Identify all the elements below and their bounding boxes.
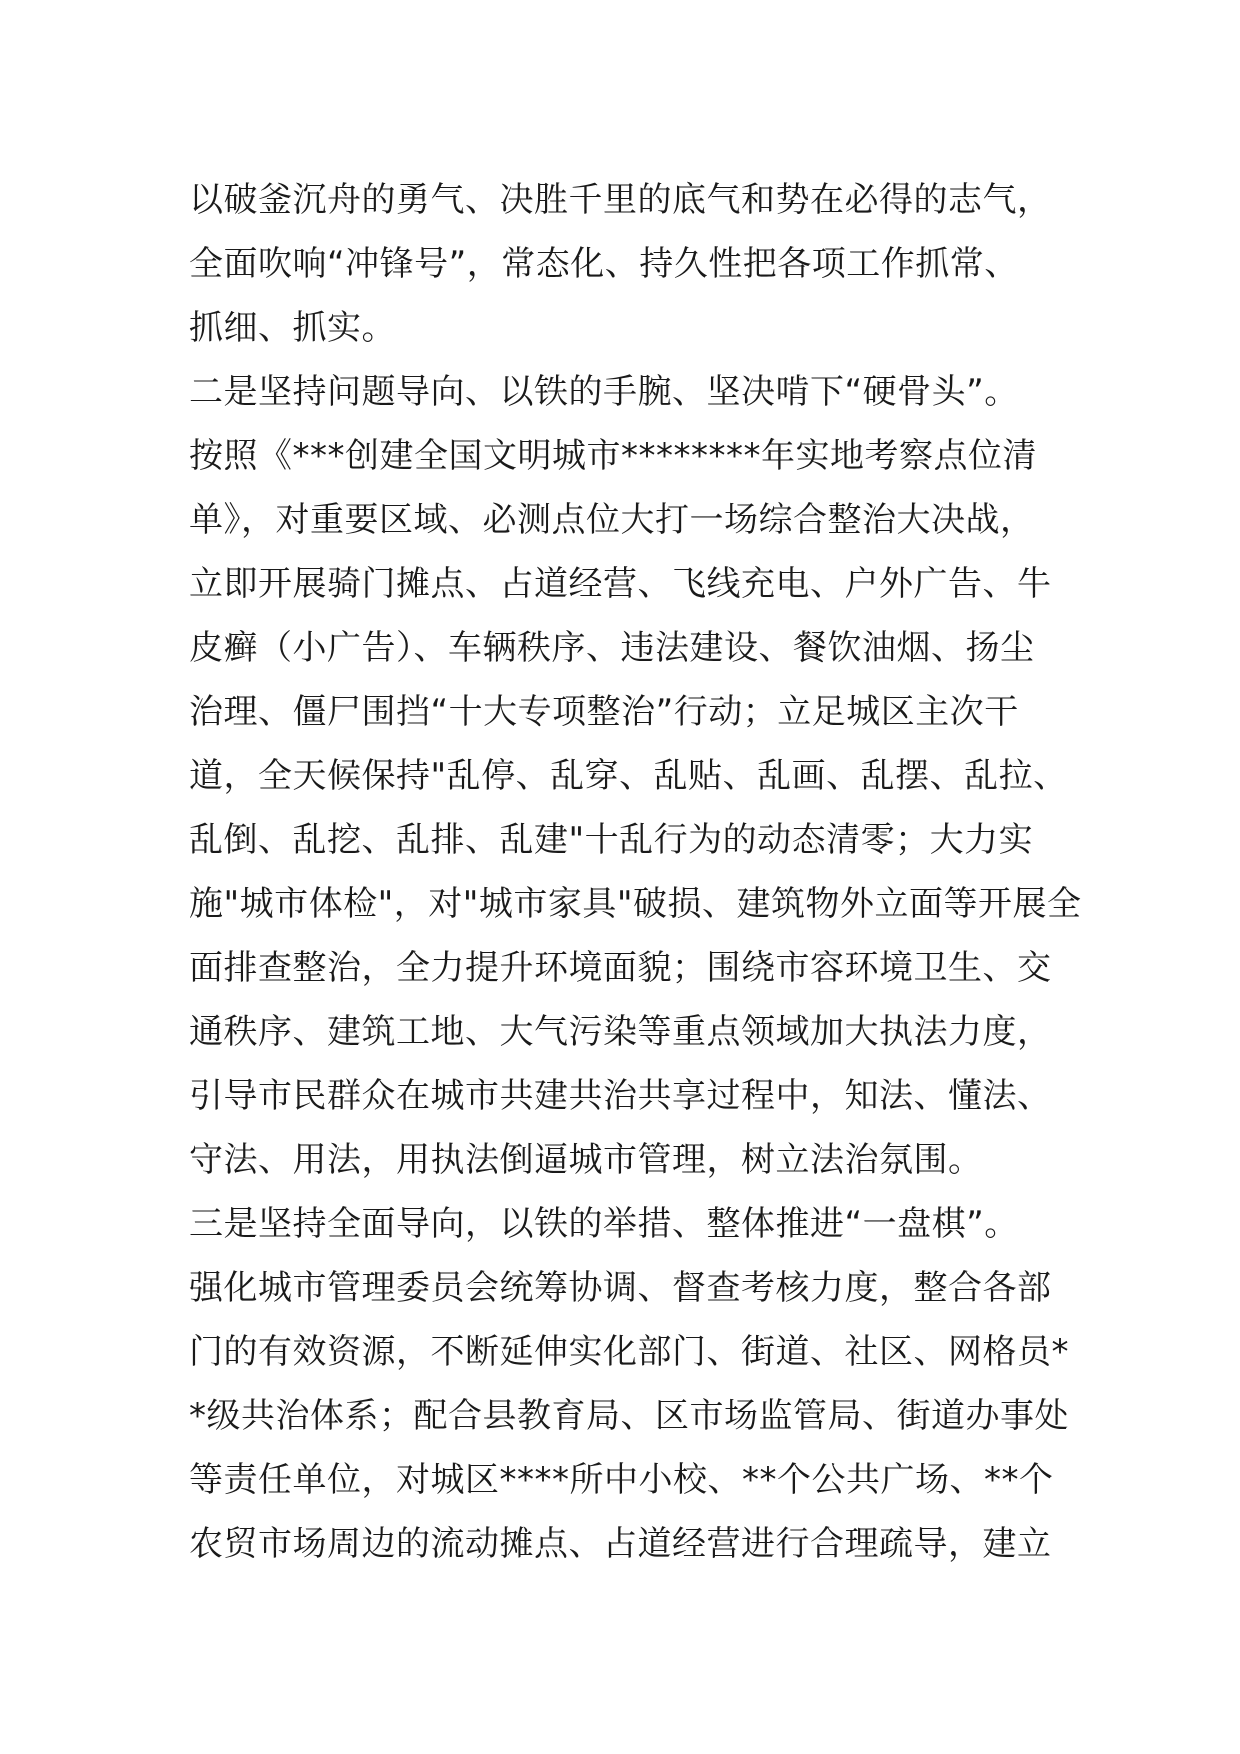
text-line: 皮癣（小广告）、车辆秩序、违法建设、餐饮油烟、扬尘: [189, 628, 1035, 668]
text-line: 门的有效资源，不断延伸实化部门、街道、社区、网格员*: [189, 1332, 1069, 1372]
body-text: [189, 168, 1082, 1576]
text-line: 治理、僵尸围挡“十大专项整治”行动；立足城区主次干: [189, 692, 1019, 732]
text-line: 乱倒、乱挖、乱排、乱建"十乱行为的动态清零；大力实: [189, 820, 1034, 860]
text-line: 道，全天候保持"乱停、乱穿、乱贴、乱画、乱摆、乱拉、: [189, 756, 1068, 796]
text-line: 面排查整治，全力提升环境面貌；围绕市容环境卫生、交: [189, 948, 1052, 988]
text-line: 农贸市场周边的流动摊点、占道经营进行合理疏导，建立: [189, 1524, 1052, 1564]
text-line: 以破釜沉舟的勇气、决胜千里的底气和势在必得的志气，: [189, 180, 1052, 220]
text-line: 引导市民群众在城市共建共治共享过程中，知法、懂法、: [189, 1076, 1052, 1116]
text-line: 抓细、抓实。: [189, 308, 396, 348]
section-heading-line: 二是坚持问题导向、以铁的手腕、坚决啃下“硬骨头”。: [189, 372, 1019, 412]
section-heading-line: 三是坚持全面导向，以铁的举措、整体推进“一盘棋”。: [189, 1204, 1019, 1244]
text-line: 等责任单位，对城区****所中小校、**个公共广场、**个: [189, 1460, 1054, 1500]
text-line: 守法、用法，用执法倒逼城市管理，树立法治氛围。: [189, 1140, 983, 1180]
text-line: *级共治体系；配合县教育局、区市场监管局、街道办事处: [189, 1396, 1069, 1436]
text-line: 按照《***创建全国文明城市********年实地考察点位清: [189, 436, 1037, 476]
text-line: 通秩序、建筑工地、大气污染等重点领域加大执法力度，: [189, 1012, 1052, 1052]
text-line: 全面吹响“冲锋号”，常态化、持久性把各项工作抓常、: [189, 244, 1019, 284]
text-line: 施"城市体检"，对"城市家具"破损、建筑物外立面等开展全: [189, 884, 1082, 924]
text-line: 立即开展骑门摊点、占道经营、飞线充电、户外广告、牛: [189, 564, 1052, 604]
text-line: 强化城市管理委员会统筹协调、督查考核力度，整合各部: [189, 1268, 1052, 1308]
text-line: 单》，对重要区域、必测点位大打一场综合整治大决战，: [189, 500, 1035, 540]
